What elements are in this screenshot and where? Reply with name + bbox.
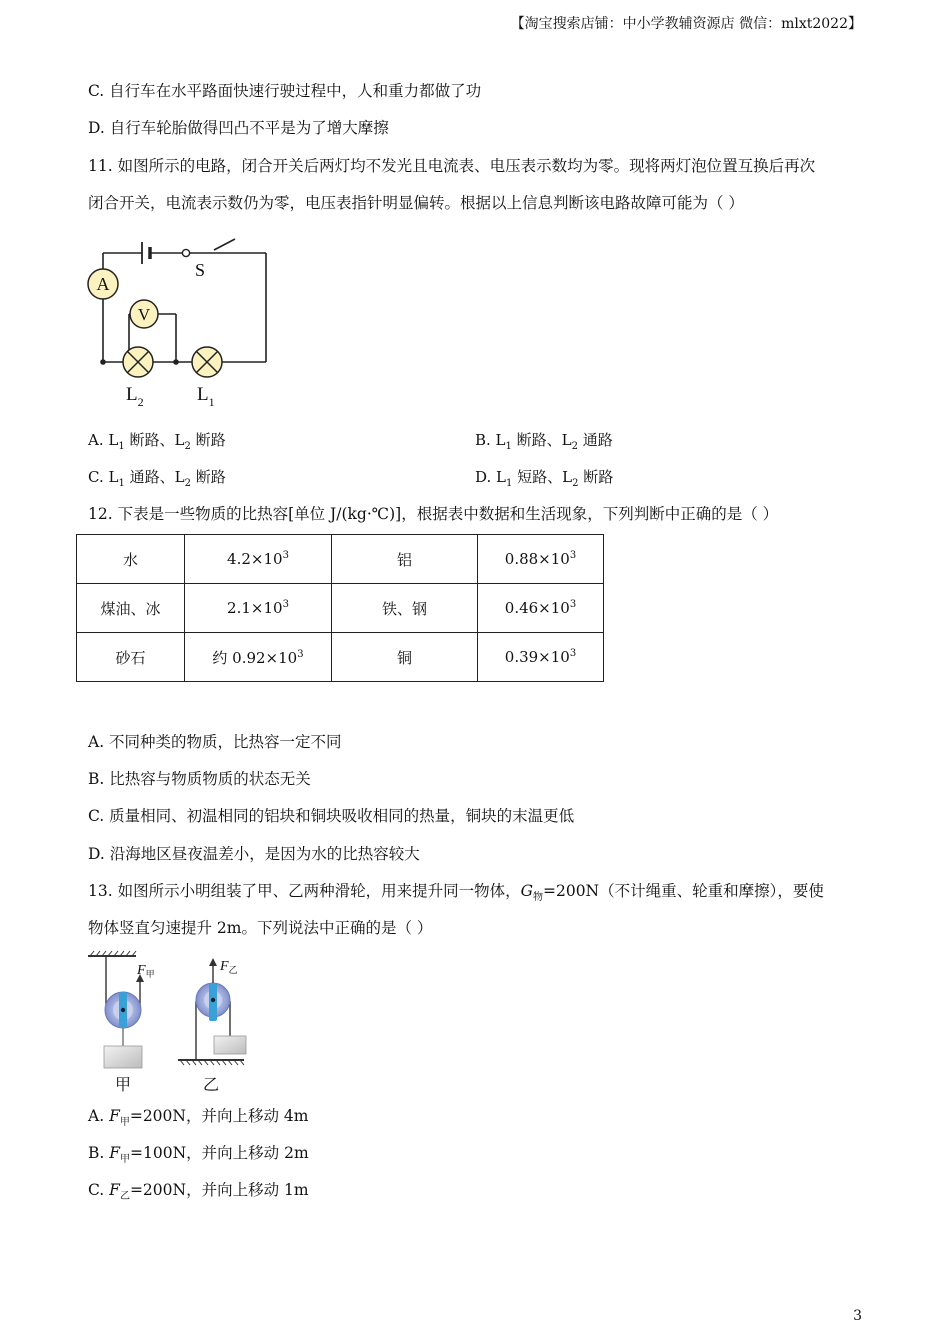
ammeter-symbol	[88, 269, 118, 299]
q12-stem: 12. 下表是一些物质的比热容[单位 J/(kg·℃)]，根据表中数据和生活现象，下列判断中正确的是（ ）	[88, 505, 779, 523]
table-cell: 煤油、冰	[77, 584, 185, 633]
table-cell: 铝	[332, 535, 478, 584]
q11-stem-line1: 11. 如图所示的电路，闭合开关后两灯均不发光且电流表、电压表示数均为零。现将两灯泡位置互换后再次	[88, 157, 816, 175]
specific-heat-table	[76, 534, 604, 682]
pulley-jia	[88, 951, 155, 1094]
table-cell: $2.1\times 10^3$	[185, 584, 332, 633]
caption-jia: 甲	[115, 1077, 132, 1094]
q12-option-c: C. 质量相同、初温相同的铝块和铜块吸收相同的热量，铜块的末温更低	[88, 807, 575, 825]
q13-stem-line2: 物体竖直匀速提升 2m。下列说法中正确的是（ ）	[88, 919, 433, 937]
table-cell: 铁、钢	[332, 584, 478, 633]
q11-option-c: C. $L_1$ 通路、$L_2$ 断路	[88, 468, 226, 489]
lamp-l1-label: $L_1$	[197, 384, 215, 409]
q11-option-b: B. $L_1$ 断路、$L_2$ 通路	[475, 431, 613, 452]
q12-option-b: B. 比热容与物质物质的状态无关	[88, 770, 311, 788]
table-cell: 砂石	[77, 633, 185, 682]
table-cell: 铜	[332, 633, 478, 682]
q12-option-d: D. 沿海地区昼夜温差小，是因为水的比热容较大	[88, 845, 420, 863]
junction-dot	[100, 359, 106, 365]
junction-dot	[173, 359, 179, 365]
force-jia-label: $F_甲$	[137, 963, 155, 979]
q10-option-c: C. 自行车在水平路面快速行驶过程中，人和重力都做了功	[88, 82, 482, 100]
table-cell: $0.88\times 10^3$	[478, 535, 604, 584]
table-cell: $0.39\times 10^3$	[478, 633, 604, 682]
table-cell: $4.2\times 10^3$	[185, 535, 332, 584]
force-yi-label: $F_乙$	[220, 959, 238, 975]
table-cell: $0.46\times 10^3$	[478, 584, 604, 633]
header-banner: 【淘宝搜索店铺：中小学教辅资源店 微信：mlxt2022】	[510, 16, 862, 32]
q12-option-a: A. 不同种类的物质，比热容一定不同	[88, 733, 342, 751]
q11-option-d: D. $L_1$ 短路、$L_2$ 断路	[475, 468, 614, 489]
q11-stem-line2: 闭合开关，电流表示数仍为零，电压表指针明显偏转。根据以上信息判断该电路故障可能为（ ）	[88, 194, 744, 212]
lamp-l2-label: $L_2$	[126, 384, 144, 409]
q13-stem-line1: 13. 如图所示小明组装了甲、乙两种滑轮，用来提升同一物体，$G_物=200N$（不计绳重、轮重和摩擦），要使	[88, 882, 824, 904]
page-number: 3	[853, 1308, 862, 1324]
q10-option-d: D. 自行车轮胎做得凹凸不平是为了增大摩擦	[88, 119, 389, 137]
lamp-l2-symbol	[123, 347, 153, 377]
ammeter-label: A	[96, 274, 110, 294]
circuit-diagram	[80, 228, 280, 418]
q13-option-b: B. $F_甲=100N$，并向上移动 2m	[88, 1144, 309, 1166]
lamp-l1-symbol	[192, 347, 222, 377]
table-cell: 水	[77, 535, 185, 584]
q13-option-c: C. $F_乙=200N$，并向上移动 1m	[88, 1181, 309, 1203]
switch-label: S	[195, 260, 206, 280]
battery-symbol	[142, 242, 150, 264]
voltmeter-label: V	[137, 305, 151, 324]
table-row	[77, 535, 604, 584]
voltmeter-symbol	[130, 300, 158, 328]
caption-yi: 乙	[203, 1077, 220, 1094]
switch-symbol	[182, 249, 189, 256]
q13-option-a: A. $F_甲=200N$，并向上移动 4m	[88, 1107, 309, 1129]
table-row	[77, 633, 604, 682]
table-row	[77, 584, 604, 633]
table-cell: 约 $0.92\times 10^3$	[185, 633, 332, 682]
q11-option-a: A. $L_1$ 断路、$L_2$ 断路	[88, 431, 226, 452]
pulley-yi	[178, 958, 246, 1094]
pulley-diagram	[84, 950, 264, 1096]
